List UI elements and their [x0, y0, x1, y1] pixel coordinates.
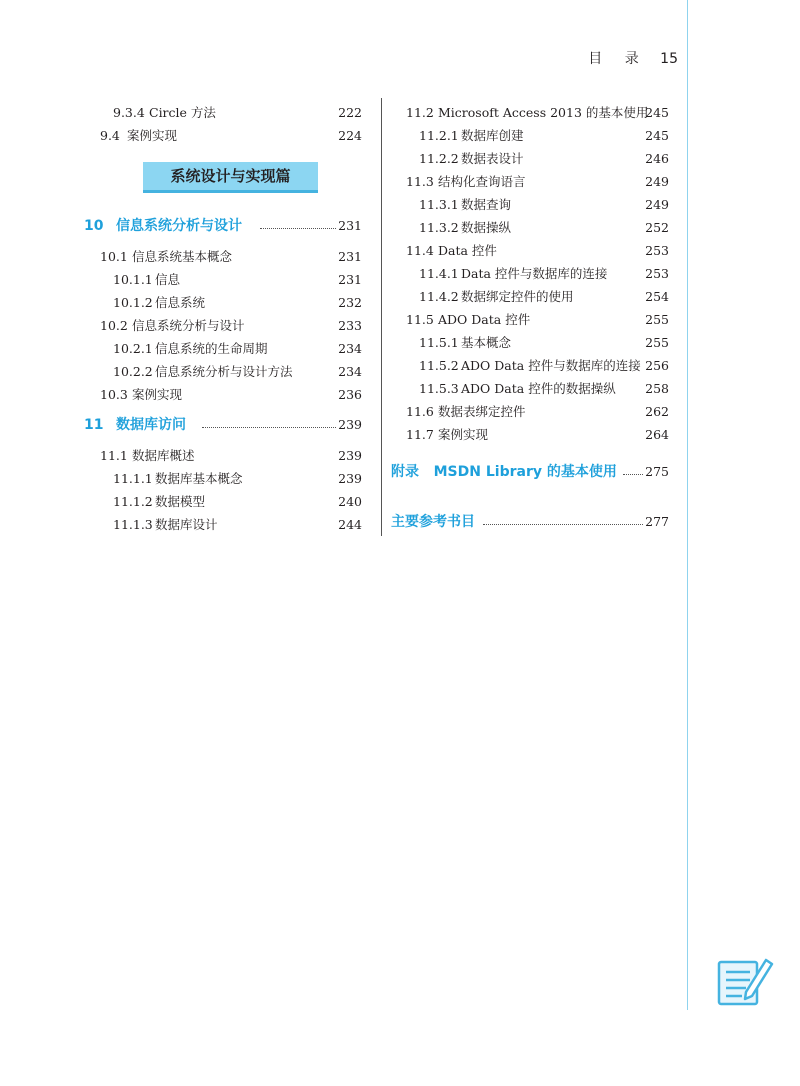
toc-number: 11.3.1	[419, 197, 459, 212]
column-divider	[381, 98, 382, 536]
toc-number: 11.2	[406, 105, 434, 120]
toc-page: 244	[338, 517, 362, 532]
toc-entry[interactable]	[406, 424, 669, 446]
toc-number: 11.2.1	[419, 128, 459, 143]
toc-title: 基本概念	[461, 335, 512, 350]
toc-entry[interactable]	[113, 491, 362, 513]
toc-page: 252	[645, 220, 669, 235]
toc-number: 10.2.2	[113, 364, 153, 379]
toc-title: 信息	[155, 272, 181, 287]
toc-page: 253	[645, 266, 669, 281]
toc-number: 11.4.2	[419, 289, 459, 304]
toc-page: 234	[338, 341, 362, 356]
toc-page: 249	[645, 197, 669, 212]
appendix-heading[interactable]	[391, 460, 669, 484]
appendix-page: 275	[645, 464, 669, 479]
toc-page: 222	[338, 105, 362, 120]
toc-entry[interactable]	[406, 309, 669, 331]
leader-dots	[483, 524, 643, 525]
toc-title: Microsoft Access 2013 的基本使用	[438, 105, 649, 120]
toc-page: 249	[645, 174, 669, 189]
chapter-title: 信息系统分析与设计	[116, 218, 242, 234]
leader-dots	[202, 427, 336, 428]
toc-page: 256	[645, 358, 669, 373]
header-title: 目 录	[588, 51, 648, 67]
toc-entry[interactable]	[113, 514, 362, 536]
toc-page: 231	[338, 249, 362, 264]
toc-entry[interactable]	[113, 292, 362, 314]
toc-title: 数据表绑定控件	[438, 404, 526, 419]
references-page: 277	[645, 514, 669, 529]
toc-number: 11.4	[406, 243, 434, 258]
toc-title: 信息系统	[155, 295, 206, 310]
toc-number: 10.1.2	[113, 295, 153, 310]
toc-page: 262	[645, 404, 669, 419]
toc-entry[interactable]	[419, 355, 669, 377]
chapter-title: 数据库访问	[116, 417, 186, 433]
toc-entry[interactable]	[419, 263, 669, 285]
toc-title: 数据操纵	[461, 220, 512, 235]
toc-entry[interactable]	[113, 468, 362, 490]
toc-title: 信息系统基本概念	[132, 249, 233, 264]
toc-number: 11.5	[406, 312, 434, 327]
appendix-title: 附录 MSDN Library 的基本使用	[391, 464, 617, 480]
toc-page: 245	[645, 128, 669, 143]
header-page-number: 15	[660, 51, 678, 67]
toc-page: 255	[645, 335, 669, 350]
toc-page: 264	[645, 427, 669, 442]
toc-title: ADO Data 控件与数据库的连接	[461, 358, 641, 373]
toc-number: 11.1	[100, 448, 128, 463]
toc-entry[interactable]	[100, 315, 362, 337]
toc-page: 234	[338, 364, 362, 379]
toc-number: 9.4	[100, 128, 120, 143]
toc-title: 案例实现	[127, 128, 178, 143]
toc-entry[interactable]	[419, 286, 669, 308]
toc-entry[interactable]	[113, 338, 362, 360]
margin-line	[687, 0, 688, 1010]
toc-number: 10.2	[100, 318, 128, 333]
toc-entry[interactable]	[419, 148, 669, 170]
toc-page: 236	[338, 387, 362, 402]
toc-number: 9.3.4	[113, 105, 145, 120]
toc-title: ADO Data 控件	[438, 312, 531, 327]
toc-number: 11.3.2	[419, 220, 459, 235]
toc-title: 信息系统的生命周期	[155, 341, 268, 356]
toc-entry[interactable]	[100, 384, 362, 406]
toc-number: 10.1	[100, 249, 128, 264]
toc-page: 231	[338, 272, 362, 287]
chapter-heading-11[interactable]	[84, 413, 362, 437]
toc-title: 案例实现	[132, 387, 183, 402]
toc-title: Data 控件	[438, 243, 497, 258]
toc-number: 11.6	[406, 404, 434, 419]
toc-page: 258	[645, 381, 669, 396]
toc-entry[interactable]	[406, 401, 669, 423]
toc-page: 245	[645, 105, 669, 120]
toc-title: 信息系统分析与设计方法	[155, 364, 293, 379]
toc-page: 253	[645, 243, 669, 258]
chapter-page: 239	[338, 417, 362, 432]
toc-title: 数据库基本概念	[155, 471, 243, 486]
toc-entry[interactable]	[113, 361, 362, 383]
toc-number: 10.3	[100, 387, 128, 402]
toc-title: ADO Data 控件的数据操纵	[461, 381, 616, 396]
toc-page: 239	[338, 471, 362, 486]
references-title: 主要参考书目	[391, 514, 475, 530]
toc-number: 11.1.2	[113, 494, 153, 509]
toc-number: 10.1.1	[113, 272, 153, 287]
toc-title: Circle 方法	[149, 105, 216, 120]
toc-number: 11.4.1	[419, 266, 459, 281]
toc-page: 224	[338, 128, 362, 143]
toc-entry[interactable]	[100, 246, 362, 268]
leader-dots	[623, 474, 643, 475]
part-banner: 系统设计与实现篇	[143, 162, 318, 193]
toc-entry[interactable]	[406, 171, 669, 193]
toc-title: 数据模型	[155, 494, 206, 509]
chapter-heading-10[interactable]	[84, 214, 362, 238]
toc-entry[interactable]	[406, 102, 669, 124]
toc-title: 数据查询	[461, 197, 512, 212]
toc-title: 数据表设计	[461, 151, 524, 166]
notepad-pencil-icon	[716, 952, 774, 1010]
toc-page: 246	[645, 151, 669, 166]
toc-title: 案例实现	[438, 427, 489, 442]
toc-page: 232	[338, 295, 362, 310]
toc-page: 255	[645, 312, 669, 327]
toc-number: 11.1.3	[113, 517, 153, 532]
toc-page: 233	[338, 318, 362, 333]
chapter-number: 10	[84, 218, 104, 234]
toc-entry[interactable]	[419, 378, 669, 400]
toc-number: 11.1.1	[113, 471, 153, 486]
toc-page: 240	[338, 494, 362, 509]
toc-title: 结构化查询语言	[438, 174, 526, 189]
chapter-number: 11	[84, 417, 104, 433]
toc-entry[interactable]	[113, 102, 362, 124]
toc-entry[interactable]	[113, 269, 362, 291]
toc-number: 11.7	[406, 427, 434, 442]
toc-page: 239	[338, 448, 362, 463]
toc-entry[interactable]	[419, 125, 669, 147]
toc-page: 254	[645, 289, 669, 304]
chapter-page: 231	[338, 218, 362, 233]
toc-title: 数据库概述	[132, 448, 195, 463]
page-header	[588, 48, 678, 68]
toc-number: 11.5.2	[419, 358, 459, 373]
toc-entry[interactable]	[406, 240, 669, 262]
leader-dots	[260, 228, 336, 229]
toc-entry[interactable]	[100, 445, 362, 467]
toc-title: 数据绑定控件的使用	[461, 289, 574, 304]
toc-entry[interactable]	[100, 125, 362, 147]
toc-number: 11.5.3	[419, 381, 459, 396]
toc-number: 11.2.2	[419, 151, 459, 166]
toc-number: 11.5.1	[419, 335, 459, 350]
toc-number: 11.3	[406, 174, 434, 189]
toc-entry[interactable]	[419, 194, 669, 216]
toc-entry[interactable]	[419, 332, 669, 354]
toc-number: 10.2.1	[113, 341, 153, 356]
toc-title: 数据库创建	[461, 128, 524, 143]
toc-title: Data 控件与数据库的连接	[461, 266, 608, 281]
toc-title: 数据库设计	[155, 517, 218, 532]
toc-title: 信息系统分析与设计	[132, 318, 245, 333]
toc-entry[interactable]	[419, 217, 669, 239]
references-heading[interactable]	[391, 510, 669, 534]
